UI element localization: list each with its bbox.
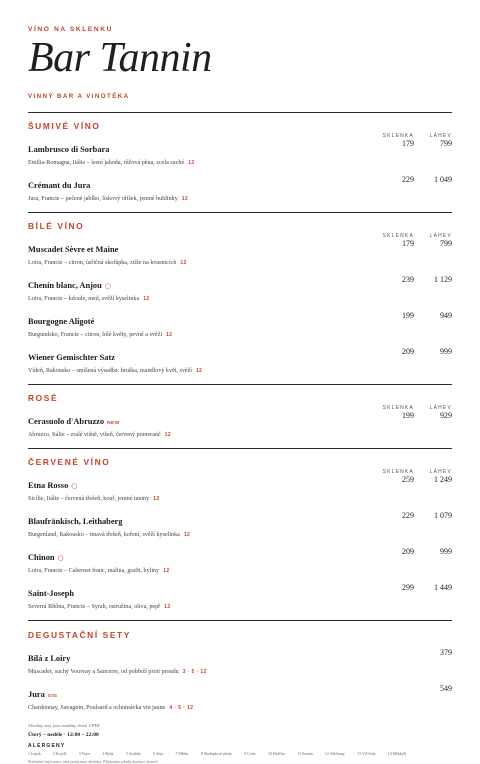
section-title: ČERVENÉ VÍNO bbox=[28, 457, 111, 467]
set-name: Jura bbox=[28, 690, 45, 699]
glass-head: SKLENKA bbox=[382, 405, 414, 411]
allergen-codes: 12 bbox=[183, 532, 191, 538]
bottle-price: 1 079 bbox=[434, 511, 452, 520]
wine-item bbox=[28, 347, 452, 374]
section-red bbox=[28, 457, 452, 610]
wine-item bbox=[28, 475, 452, 502]
footer-note: Všechny sety jsou rozdány třemi 1/PHI bbox=[28, 723, 100, 728]
menu-kicker: VÍNO NA SKLENKU bbox=[28, 26, 113, 33]
wine-desc: Sicílie, Itálie – červená třešeň, kouř, jemné taniny bbox=[28, 496, 150, 502]
wine-desc: Burgenland, Rakousko – tmavá třešeň, koření, svěží kyselinka bbox=[28, 532, 180, 538]
section-white bbox=[28, 221, 452, 374]
allergen-codes: 12 bbox=[166, 332, 173, 338]
natural-wine-icon: ○ bbox=[104, 282, 111, 290]
allergen-codes: 3 · 5 · 12 bbox=[182, 669, 207, 675]
wine-desc: Vídeň, Rakousko – smíšená výsadba: hruška, mandlový květ, svěží bbox=[28, 368, 192, 374]
menu-footer bbox=[28, 723, 452, 764]
section-sparkling bbox=[28, 121, 452, 202]
bottle-head: LÁHEV bbox=[429, 469, 452, 475]
allergen-entry: 1 Lepek bbox=[28, 752, 41, 756]
section-tasting-sets bbox=[28, 630, 452, 711]
allergen-entry: 11 Sezam bbox=[297, 752, 313, 756]
wine-name: Cerasuolo d'Abruzzo bbox=[28, 417, 105, 426]
allergen-entry: 10 Hořčice bbox=[268, 752, 286, 756]
wine-item bbox=[28, 275, 452, 302]
glass-head: SKLENKA bbox=[382, 233, 414, 239]
wine-item bbox=[28, 311, 452, 338]
bottle-price: 1 049 bbox=[434, 175, 452, 184]
section-rule bbox=[28, 212, 452, 213]
glass-price: 199 bbox=[402, 311, 414, 320]
allergen-codes: 4 · 5 · 12 bbox=[169, 705, 194, 711]
footer-info: Podrobné informace vám poskytnou obsluha. Přijímáme platby kartou i hotově. bbox=[28, 759, 159, 764]
bottle-price: 999 bbox=[440, 347, 452, 356]
wine-item bbox=[28, 239, 452, 266]
bottle-price: 1 249 bbox=[434, 475, 452, 484]
allergen-entry: 4 Ryby bbox=[102, 752, 114, 756]
wine-desc: Abruzzo, Itálie – zralé višně, višeň, červený pomeranč bbox=[28, 432, 161, 438]
section-title: BÍLÉ VÍNO bbox=[28, 221, 85, 231]
set-desc: Chardonnay, Savagnin, Poulsard a ochutnávka vin jaune bbox=[28, 705, 166, 711]
new-badge: NEW bbox=[107, 421, 120, 426]
wine-desc: Jura, Francie – pečené jablko, lískový oříšek, jemné bublinky bbox=[28, 196, 178, 202]
header-rule bbox=[28, 112, 452, 113]
wine-name: Crémant du Jura bbox=[28, 181, 91, 190]
wine-desc: Severní Rhôna, Francie – Syrah, ostružina, oliva, pepř bbox=[28, 604, 161, 610]
wine-desc: Loira, Francie – kdoule, med, svěží kyselinka bbox=[28, 296, 140, 302]
bar-name: Bar Tannin bbox=[28, 35, 212, 81]
glass-price: 299 bbox=[402, 583, 414, 592]
glass-price: 229 bbox=[402, 175, 414, 184]
allergen-entry: 7 Mléko bbox=[175, 752, 189, 756]
wine-desc: Burgundsko, Francie – citron, bílé květy, pevně a svěží bbox=[28, 332, 163, 338]
allergen-codes: 12 bbox=[163, 568, 170, 574]
allergens-title: ALERGENY bbox=[28, 743, 66, 749]
wine-item bbox=[28, 139, 452, 166]
allergen-codes: 12 bbox=[196, 368, 203, 374]
glass-price: 229 bbox=[402, 511, 414, 520]
bottle-price: 799 bbox=[440, 139, 452, 148]
set-desc: Muscadet, suchý Vouvray a Sancerre, od pobřeží proti proudu bbox=[28, 669, 179, 675]
glass-head: SKLENKA bbox=[382, 133, 414, 139]
glass-price: 199 bbox=[402, 411, 414, 420]
wine-item bbox=[28, 511, 452, 538]
bottle-price: 1 129 bbox=[434, 275, 452, 284]
wine-name: Wiener Gemischter Satz bbox=[28, 353, 115, 362]
wine-name: Etna Rosso bbox=[28, 481, 69, 490]
wine-desc: Loira, Francie – Cabernet franc, malina, grafit, byliny bbox=[28, 568, 160, 574]
allergen-entry: 5 Arašídy bbox=[125, 752, 142, 756]
allergen-codes: 12 bbox=[180, 260, 187, 266]
allergen-entry: 8 Skořápkové plody bbox=[200, 752, 233, 756]
wine-name: Lambrusco di Sorbara bbox=[28, 145, 110, 154]
glass-price: 179 bbox=[402, 139, 414, 148]
allergen-entry: 12 Siřičitany bbox=[324, 752, 345, 756]
section-title: ROSÉ bbox=[28, 393, 59, 403]
opening-hours: Úterý – neděle · 12:00 – 22:00 bbox=[28, 732, 99, 738]
allergen-codes: 12 bbox=[153, 496, 160, 502]
section-title: DEGUSTAČNÍ SETY bbox=[28, 630, 131, 640]
wine-item bbox=[28, 175, 452, 202]
signature-badge: SIG bbox=[47, 694, 58, 699]
allergen-entry: 6 Sója bbox=[153, 752, 164, 756]
allergen-codes: 12 bbox=[188, 160, 195, 166]
bar-subtitle: VINNÝ BAR A VINOTÉKA bbox=[28, 93, 130, 100]
set-price: 549 bbox=[440, 684, 452, 693]
natural-wine-icon: ○ bbox=[57, 554, 64, 562]
allergen-list: 1 Lepek · 2 Korýši · 3 Vejce · 4 Ryby · 5 Arašídy · 6 Sója · 7 Mléko · 8 Skořápkové plody · 9 Celer · 10 Hořčice · 11 Sezam · 12 Siřičitany · 13 Vlčí bob · 14 Měkkýši bbox=[28, 752, 407, 756]
bottle-head: LÁHEV bbox=[429, 405, 452, 411]
allergen-codes: 12 bbox=[181, 196, 189, 202]
section-rule bbox=[28, 448, 452, 449]
section-rose bbox=[28, 393, 452, 438]
wine-name: Blaufränkisch, Leithaberg bbox=[28, 517, 123, 526]
wine-name: Chinon bbox=[28, 553, 55, 562]
section-rule bbox=[28, 620, 452, 621]
glass-price: 209 bbox=[402, 347, 414, 356]
bottle-price: 1 449 bbox=[434, 583, 452, 592]
allergen-entry: 9 Celer bbox=[244, 752, 256, 756]
allergen-entry: 2 Korýši bbox=[52, 752, 67, 756]
bottle-price: 949 bbox=[440, 311, 452, 320]
allergen-entry: 14 Měkkýši bbox=[387, 752, 407, 756]
wine-name: Chenin blanc, Anjou bbox=[28, 281, 102, 290]
tasting-item bbox=[28, 684, 452, 711]
allergen-entry: 13 Vlčí bob bbox=[357, 752, 376, 756]
allergen-codes: 12 bbox=[164, 432, 172, 438]
wine-item bbox=[28, 583, 452, 610]
set-price: 379 bbox=[440, 648, 452, 657]
wine-name: Bourgogne Aligoté bbox=[28, 317, 95, 326]
glass-price: 209 bbox=[402, 547, 414, 556]
glass-price: 179 bbox=[402, 239, 414, 248]
wine-name: Saint-Joseph bbox=[28, 589, 75, 598]
tasting-item bbox=[28, 648, 452, 675]
section-rule bbox=[28, 384, 452, 385]
allergen-entry: 3 Vejce bbox=[78, 752, 91, 756]
section-title: ŠUMIVÉ VÍNO bbox=[28, 121, 101, 131]
bottle-price: 799 bbox=[440, 239, 452, 248]
glass-price: 259 bbox=[402, 475, 414, 484]
bottle-price: 999 bbox=[440, 547, 452, 556]
bottle-head: LÁHEV bbox=[429, 233, 452, 239]
wine-item bbox=[28, 547, 452, 574]
natural-wine-icon: ○ bbox=[71, 482, 78, 490]
bottle-head: LÁHEV bbox=[429, 133, 452, 139]
glass-price: 239 bbox=[402, 275, 414, 284]
allergen-codes: 12 bbox=[164, 604, 171, 610]
allergen-codes: 12 bbox=[143, 296, 150, 302]
glass-head: SKLENKA bbox=[382, 469, 414, 475]
wine-item bbox=[28, 411, 452, 438]
wine-desc: Emilia-Romagna, Itálie – lesní jahoda, růžová pěna, zcela suché bbox=[28, 160, 185, 166]
set-name: Bílá z Loiry bbox=[28, 654, 71, 663]
bottle-price: 929 bbox=[440, 411, 452, 420]
wine-name: Muscadet Sèvre et Maine bbox=[28, 245, 119, 254]
wine-desc: Loira, Francie – citron, úsřičná skořápka, ztíže na kvasnicích bbox=[28, 260, 177, 266]
